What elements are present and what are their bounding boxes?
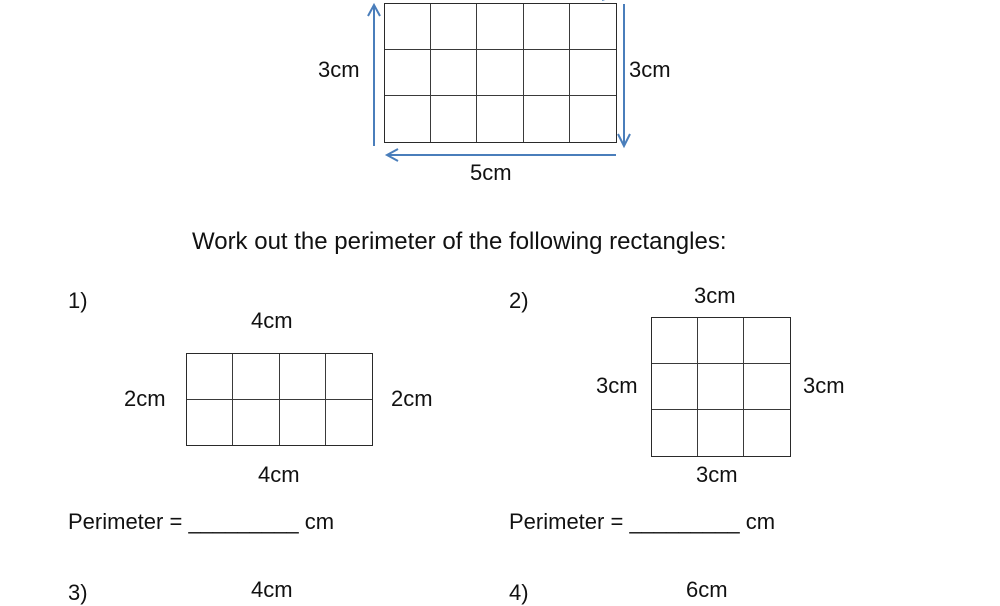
question-2-rectangle-grid — [651, 317, 791, 457]
answer-label: Perimeter = — [509, 509, 624, 534]
question-1-left-label: 2cm — [124, 386, 166, 411]
question-2-right-label: 3cm — [803, 373, 845, 398]
answer-blank[interactable]: _________ — [629, 509, 740, 534]
question-4-number: 4) — [509, 580, 529, 605]
instruction-heading: Work out the perimeter of the following rectangles: — [192, 228, 727, 255]
question-1-bottom-label: 4cm — [258, 462, 300, 487]
question-1-right-label: 2cm — [391, 386, 433, 411]
question-2-number: 2) — [509, 288, 529, 313]
question-3-number: 3) — [68, 580, 88, 605]
question-2-left-label: 3cm — [596, 373, 638, 398]
question-4-top-label: 6cm — [686, 577, 728, 602]
example-left-label: 3cm — [318, 57, 360, 82]
question-2-top-label: 3cm — [694, 283, 736, 308]
example-right-label: 3cm — [629, 57, 671, 82]
example-rectangle-grid — [384, 3, 617, 143]
question-1-answer-line[interactable] — [68, 509, 334, 535]
answer-blank[interactable]: _________ — [188, 509, 299, 534]
question-2-bottom-label: 3cm — [696, 462, 738, 487]
answer-label: Perimeter = — [68, 509, 183, 534]
example-bottom-label: 5cm — [470, 160, 512, 185]
question-1-rectangle-grid — [186, 353, 373, 446]
question-1-number: 1) — [68, 288, 88, 313]
question-1-top-label: 4cm — [251, 308, 293, 333]
answer-unit: cm — [745, 509, 776, 534]
answer-unit: cm — [304, 509, 335, 534]
question-2-answer-line[interactable] — [509, 509, 775, 535]
question-3-top-label: 4cm — [251, 577, 293, 602]
